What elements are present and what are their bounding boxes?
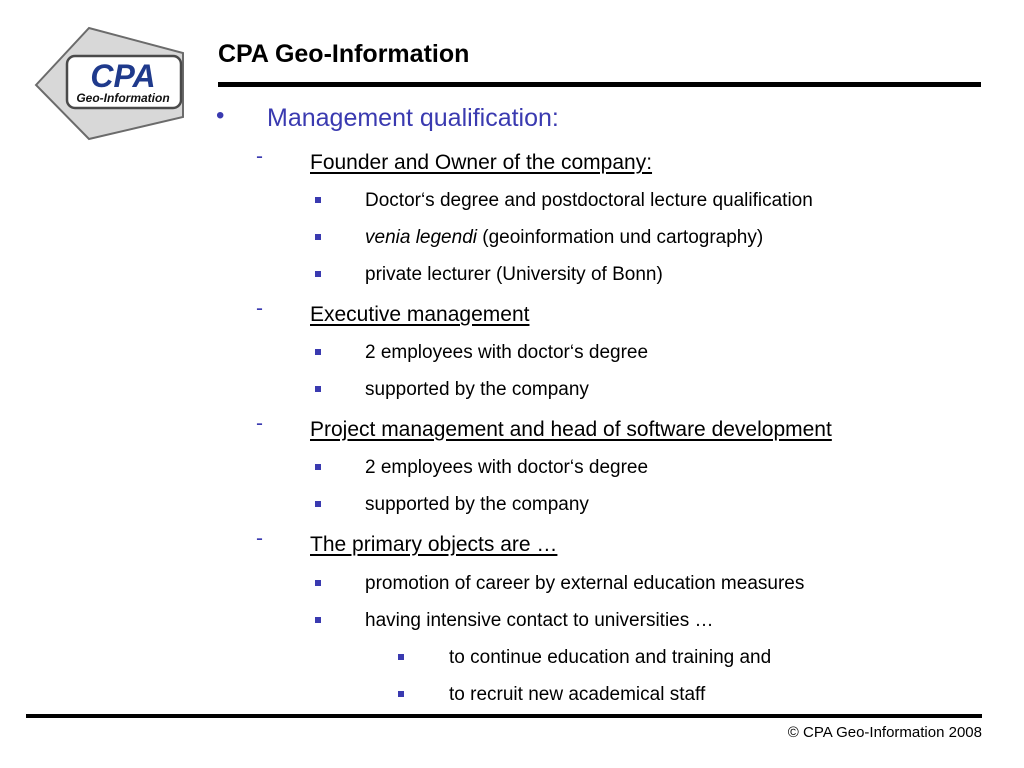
list-item-text: Founder and Owner of the company: bbox=[310, 151, 653, 174]
list-item-text: promotion of career by external education measures bbox=[365, 573, 805, 594]
square-bullet-icon bbox=[315, 501, 321, 507]
page-title: CPA Geo-Information bbox=[218, 40, 470, 68]
list-item-text: to continue education and training and bbox=[449, 647, 772, 668]
list-item-text: to recruit new academical staff bbox=[449, 684, 706, 705]
footer-copyright: © CPA Geo-Information 2008 bbox=[787, 724, 982, 741]
bullet-marker: • bbox=[216, 102, 225, 129]
list-item-text: 2 employees with doctor‘s degree bbox=[365, 457, 649, 478]
italic-term: venia legendi bbox=[365, 227, 477, 248]
list-item-text: 2 employees with doctor‘s degree bbox=[365, 342, 649, 363]
square-bullet-icon bbox=[398, 691, 404, 697]
list-item-text: The primary objects are … bbox=[310, 533, 558, 556]
square-bullet-icon bbox=[398, 654, 404, 660]
dash-marker: - bbox=[256, 297, 263, 320]
dash-marker: - bbox=[256, 527, 263, 550]
list-item-text: having intensive contact to universities … bbox=[365, 610, 714, 631]
list-item-text: Project management and head of software development bbox=[310, 418, 832, 441]
square-bullet-icon bbox=[315, 386, 321, 392]
square-bullet-icon bbox=[315, 234, 321, 240]
list-item-text: supported by the company bbox=[365, 494, 589, 515]
dash-marker: - bbox=[256, 145, 263, 168]
square-bullet-icon bbox=[315, 464, 321, 470]
square-bullet-icon bbox=[315, 580, 321, 586]
logo-sub-text: Geo-Information bbox=[76, 91, 170, 105]
term-description: (geoinformation und cartography) bbox=[476, 227, 764, 248]
dash-marker: - bbox=[256, 412, 263, 435]
square-bullet-icon bbox=[315, 197, 321, 203]
square-bullet-icon bbox=[315, 349, 321, 355]
footer-divider bbox=[26, 714, 982, 718]
list-item-text: Executive management bbox=[310, 303, 530, 326]
list-item-text: private lecturer (University of Bonn) bbox=[365, 264, 663, 285]
logo-main-text: CPA bbox=[90, 58, 156, 94]
list-item-text bbox=[365, 227, 763, 249]
square-bullet-icon bbox=[315, 617, 321, 623]
square-bullet-icon bbox=[315, 271, 321, 277]
list-item-text: Doctor‘s degree and postdoctoral lecture qualification bbox=[365, 190, 813, 211]
list-item-text: supported by the company bbox=[365, 379, 589, 400]
list-item-text: Management qualification: bbox=[267, 104, 559, 132]
